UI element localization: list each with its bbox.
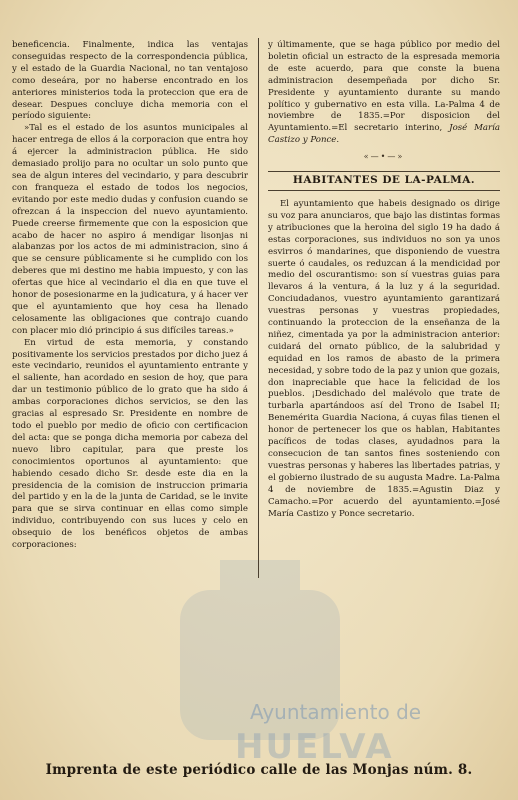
secretary-signature: José María Castizo y Ponce. bbox=[268, 123, 501, 146]
right-paragraph-2: El ayuntamiento que habeis designado os dirige su voz para anunciaros, que bajo las distintas formas y atribuciones que la heroina del siglo 19 ha dado á estas corporaciones, sus individuos no son ya unos esvirros ó mandarines, que disponiendo de vuestra suerte ó caudales, os reduzcan á la mendicidad por medio del oscurantismo: son sí vuestras guias para llevaros á la ventura, á la luz y á la seguridad. Conciudadanos, vuestro ayuntamiento garantizará vuestras personas y vuestras propiedades, continuando la proteccion de la enseñanza de la niñez, cimentada ya por la administracion anterior: cuidará del ornato público, de la salubridad y equidad en los ramos de abasto de la primera necesidad, y sobre todo de la paz y union que gozais, don inapreciable que hace la felicidad de los pueblos. ¡Desdichado del malévolo que trate de turbarla apartándoos así del Trono de Isabel II; Benemérita Guardia Naciona, á cuyas filas tienen el honor de pertenecer los que os hablan, Habitantes pacíficos de todas clases, ayudadnos para la consecucion de tan santos fines sosteniendo con vuestras personas y haberes las libertades patrias, y el gobierno ilustrado de su augusta Madre. La-Palma 4 de noviembre de 1835.=Agustin Diaz y Camacho.=Por acuerdo del ayuntamiento.=José María Castizo y Ponce secretario. bbox=[268, 198, 500, 519]
left-paragraph-2: »Tal es el estado de los asuntos municipales al hacer entrega de ellos á la corporacion que entra hoy á ejercer la administracion pública. He sido demasiado prolijo para no ocultar un solo punto que sea de algun interes del vecindario, y para descubrir con franqueza el estado de todos los negocios, evitando por este medio dudas y confusion cuando se ofrezcan á la inspeccion del nuevo ayuntamiento. Puede creerse firmemente que con la esposicion que acabo de hacer no aspiro á mendigar lisonjas ni alabanzas por los actos de mi administracion, sino á que se censure públicamente si he cumplido con los deberes que mi destino me habia impuesto, y con las ofertas que hice al vecindario el dia en que tuve el honor de posesionarme en la judicatura, y á hacer ver que el ayuntamiento que hoy cesa ha llenado celosamente las obligaciones que contrajo cuando con placer mio dió principio á sus difíciles tareas.» bbox=[12, 123, 248, 336]
section-title: HABITANTES DE LA-PALMA. bbox=[268, 171, 500, 191]
column-divider bbox=[258, 38, 259, 578]
right-paragraph-1 bbox=[268, 40, 500, 147]
left-paragraph-1: beneficencia. Finalmente, indica las ventajas conseguidas respecto de la correspondencia pública, y el estado de la Guardia Nacional, no tan ventajoso como deseára, por no haberse encontrado en los anteriores ministerios toda la proteccion que era de desear. Despues concluye dicha memoria con el período siguiente: bbox=[12, 40, 248, 122]
right-column bbox=[268, 40, 500, 520]
left-column bbox=[12, 40, 248, 552]
left-paragraph-3: En virtud de esta memoria, y constando positivamente los servicios prestados por dicho juez á este vecindario, reunidos el ayuntamiento entrante y el saliente, han acordado en sesion de hoy, que para dar un testimonio público de lo grato que ha sido á ambas corporaciones dichos servicios, se den las gracias al espresado Sr. Presidente en nombre de todo el pueblo por medio de oficio con certificacion del acta: que se ponga dicha memoria por cabeza del nuevo libro capitular, para que preste los conocimientos oportunos al ayuntamiento: que habiendo cesado dicho Sr. desde este dia en la presidencia de la comision de instruccion primaria del partido y en la de la junta de Caridad, se le invite para que se sirva continuar en ellas como simple individuo, contribuyendo con sus luces y celo en obsequio de los benéficos objetos de ambas corporaciones: bbox=[12, 337, 248, 551]
right-paragraph-1-text: y últimamente, que se haga público por medio del boletin oficial un estracto de la espresada memoria de este acuerdo, para que conste la buena administracion desempeñada por dicho Sr. Presidente y ayuntamiento durante su mando político y gubernativo en esta villa. La-Palma 4 de noviembre de 1835.=Por disposicion del Ayuntamiento.=El secretario interino, bbox=[268, 40, 500, 134]
watermark-text-line1: Ayuntamiento de bbox=[250, 700, 422, 724]
ornament-divider: «—•—» bbox=[363, 152, 405, 162]
printer-footer: Imprenta de este periódico calle de las Monjas núm. 8. bbox=[45, 762, 473, 778]
watermark-text-line2: HUELVA bbox=[235, 727, 394, 767]
